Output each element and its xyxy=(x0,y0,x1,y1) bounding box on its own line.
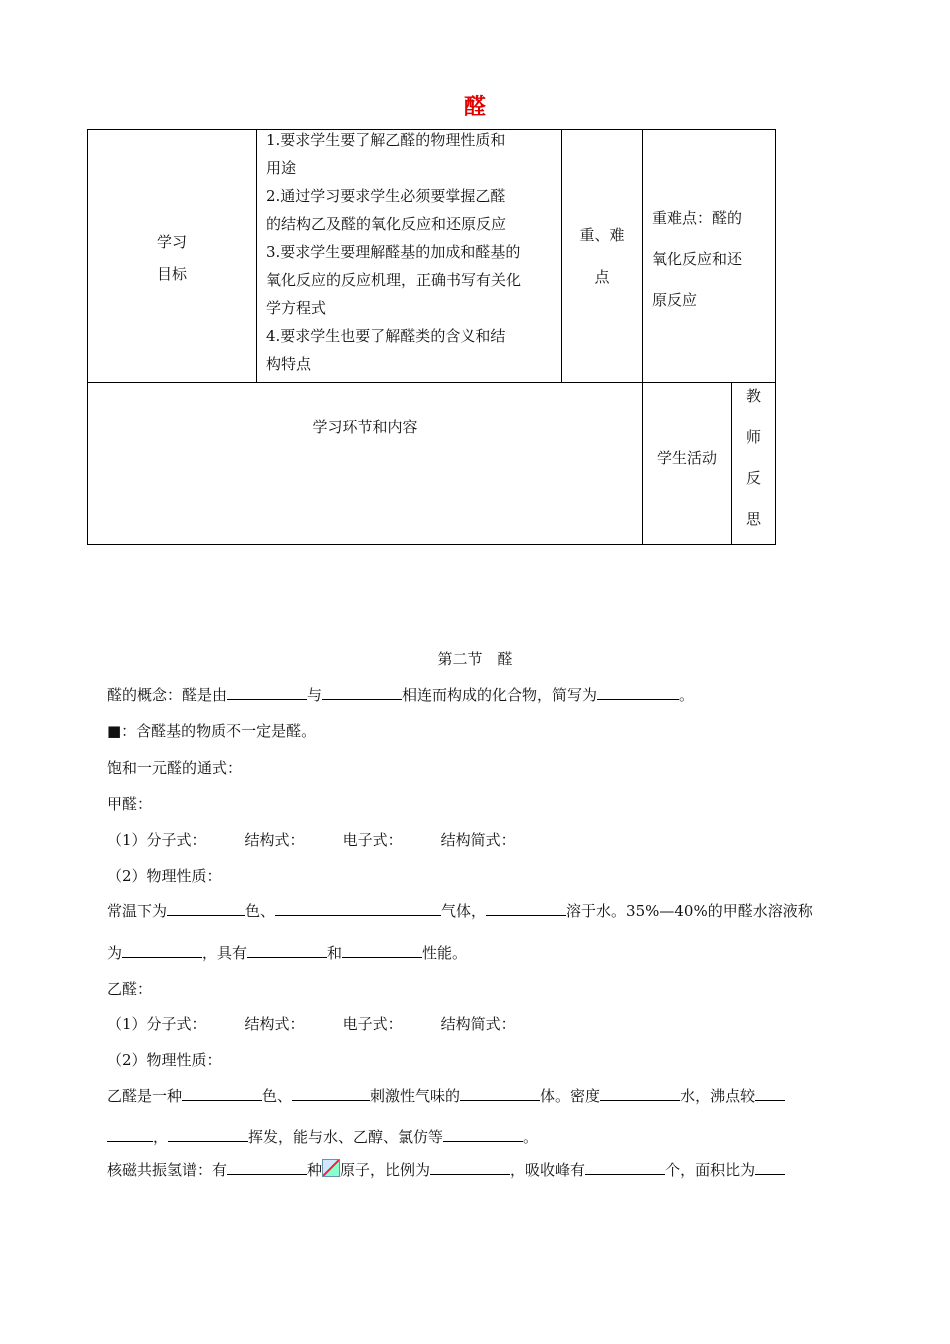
property-text: 体。密度 xyxy=(540,1087,601,1105)
key-points-cell xyxy=(642,129,776,383)
page-title: 醛 xyxy=(463,95,486,120)
goal-line: 氧化反应的反应机理，正确书写有关化 xyxy=(266,271,522,289)
teacher-reflection-char: 反 xyxy=(745,469,761,487)
blank xyxy=(107,1127,153,1142)
blank xyxy=(182,1086,262,1101)
section-title: 第二节 醛 xyxy=(437,650,513,668)
nmr-text: 核磁共振氢谱：有 xyxy=(107,1161,228,1179)
formula-label: 结构式： xyxy=(244,1015,305,1033)
broken-image-icon xyxy=(322,1159,340,1177)
student-activity-cell xyxy=(642,382,732,545)
property-text: 刺激性气味的 xyxy=(370,1087,461,1105)
acetaldehyde-heading: 乙醛： xyxy=(107,980,153,998)
blank xyxy=(322,685,402,700)
blank xyxy=(275,901,441,916)
formaldehyde-formula-line xyxy=(107,829,516,850)
blank xyxy=(597,685,679,700)
goal-label-line-2: 目标 xyxy=(156,265,187,283)
property-text: 常温下为 xyxy=(107,902,168,920)
formaldehyde-property-line-1 xyxy=(107,900,813,921)
property-text: 色、 xyxy=(262,1087,293,1105)
property-text: 为 xyxy=(107,944,123,962)
formula-label: （1）分子式： xyxy=(107,831,207,849)
nmr-text: 个，面积比为 xyxy=(665,1161,756,1179)
concept-text: 与 xyxy=(307,686,323,704)
content-cell xyxy=(87,382,643,545)
property-text: 性能。 xyxy=(422,944,468,962)
blank xyxy=(430,1160,510,1175)
blank xyxy=(342,943,422,958)
property-text: 。 xyxy=(523,1128,539,1146)
nmr-text: ，吸收峰有 xyxy=(510,1161,586,1179)
property-text: ， xyxy=(153,1128,169,1146)
acetaldehyde-property-heading: （2）物理性质： xyxy=(107,1051,222,1069)
teacher-reflection-char: 教 xyxy=(745,387,761,405)
key-label-line-2: 点 xyxy=(594,268,610,286)
formula-label: 结构简式： xyxy=(440,1015,516,1033)
nmr-text: 原子，比例为 xyxy=(340,1161,431,1179)
key-point-line: 氧化反应和还 xyxy=(652,250,743,268)
blank xyxy=(168,1127,248,1142)
formula-label: 结构简式： xyxy=(440,831,516,849)
goal-line: 用途 xyxy=(266,159,297,177)
blank xyxy=(755,1086,785,1101)
teacher-reflection-cell xyxy=(731,382,776,545)
formula-label: 结构式： xyxy=(244,831,305,849)
nmr-text: 种 xyxy=(307,1161,323,1179)
goals-cell xyxy=(256,129,562,383)
key-label-line-1: 重、难 xyxy=(579,226,625,244)
goal-label-line-1: 学习 xyxy=(156,233,187,251)
content-label: 学习环节和内容 xyxy=(312,418,418,436)
concept-text: 相连而构成的化合物，简写为 xyxy=(402,686,598,704)
blank xyxy=(247,943,327,958)
formaldehyde-property-line-2 xyxy=(107,942,467,963)
concept-text: 。 xyxy=(679,686,695,704)
property-text: 挥发，能与水、乙醇、氯仿等 xyxy=(248,1128,444,1146)
acetaldehyde-formula-line xyxy=(107,1013,516,1034)
key-point-line: 重难点：醛的 xyxy=(652,209,743,227)
property-text: 和 xyxy=(327,944,343,962)
concept-line xyxy=(107,684,694,705)
teacher-reflection-char: 师 xyxy=(745,428,761,446)
property-text: 色、 xyxy=(245,902,276,920)
formaldehyde-heading: 甲醛： xyxy=(107,795,153,813)
formaldehyde-property-heading: （2）物理性质： xyxy=(107,867,222,885)
blank xyxy=(486,901,566,916)
note-line: ■：含醛基的物质不一定是醛。 xyxy=(107,722,317,740)
goal-line: 1.要求学生要了解乙醛的物理性质和 xyxy=(266,131,506,149)
blank xyxy=(292,1086,370,1101)
blank xyxy=(227,685,307,700)
property-text: ，具有 xyxy=(202,944,248,962)
property-text: 水，沸点较 xyxy=(680,1087,756,1105)
goal-line: 4.要求学生也要了解醛类的含义和结 xyxy=(266,327,506,345)
formula-label: 电子式： xyxy=(342,831,403,849)
nmr-line xyxy=(107,1159,785,1180)
blank xyxy=(585,1160,665,1175)
teacher-reflection-char: 思 xyxy=(745,510,761,528)
goal-line: 学方程式 xyxy=(266,299,327,317)
blank xyxy=(167,901,245,916)
acetaldehyde-property-line-1 xyxy=(107,1085,785,1106)
blank xyxy=(600,1086,680,1101)
blank xyxy=(227,1160,307,1175)
goal-label-cell xyxy=(87,129,257,383)
concept-text: 醛的概念：醛是由 xyxy=(107,686,228,704)
property-text: 溶于水。35%—40%的甲醛水溶液称 xyxy=(566,902,813,920)
blank xyxy=(443,1127,523,1142)
goal-line: 的结构乙及醛的氧化反应和还原反应 xyxy=(266,215,507,233)
blank xyxy=(755,1160,785,1175)
blank xyxy=(122,943,202,958)
goal-line: 构特点 xyxy=(266,355,312,373)
blank xyxy=(460,1086,540,1101)
formula-label: 电子式： xyxy=(342,1015,403,1033)
key-label-cell xyxy=(561,129,643,383)
general-formula-line: 饱和一元醛的通式： xyxy=(107,759,243,777)
property-text: 乙醛是一种 xyxy=(107,1087,183,1105)
goal-line: 2.通过学习要求学生必须要掌握乙醛 xyxy=(266,187,506,205)
property-text: 气体， xyxy=(441,902,487,920)
goal-line: 3.要求学生要理解醛基的加成和醛基的 xyxy=(266,243,521,261)
student-activity-label: 学生活动 xyxy=(656,449,717,467)
acetaldehyde-property-line-2 xyxy=(107,1126,538,1147)
formula-label: （1）分子式： xyxy=(107,1015,207,1033)
key-point-line: 原反应 xyxy=(652,291,698,309)
